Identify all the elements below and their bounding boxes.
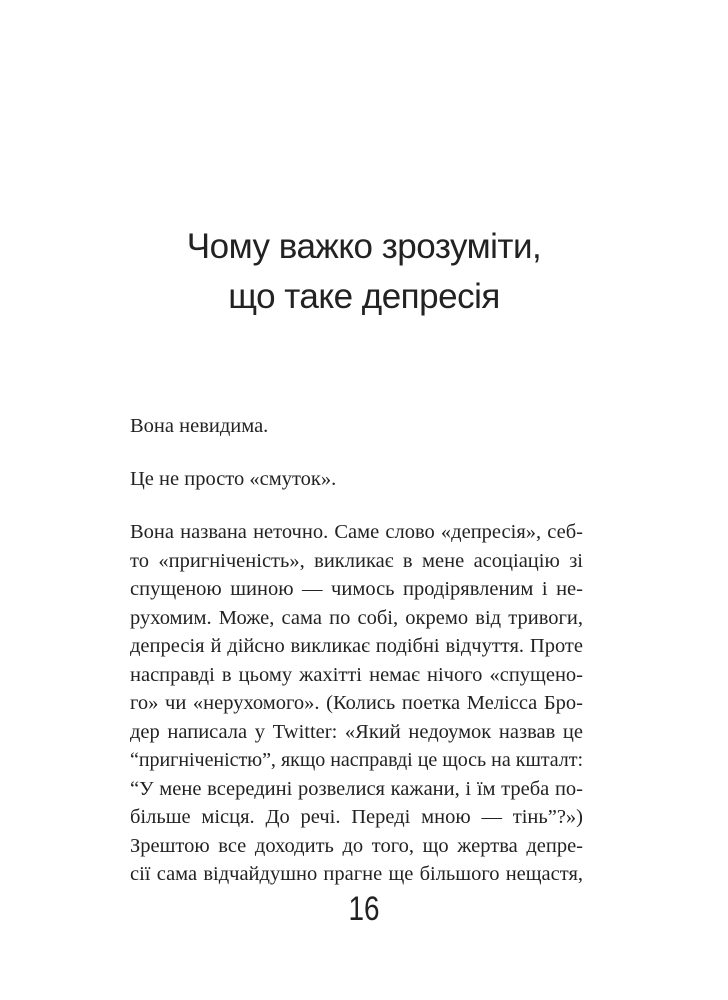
paragraph-1: Вона невидима. [130,415,269,437]
paragraph-3-line: “У мене всередині розвелися кажани, і їм треба по- [130,777,583,800]
paragraph-3 [130,518,583,889]
paragraph-3-line: депресія й дійсно викликає подібні відчуття. Проте [130,635,583,657]
chapter-title [0,222,728,322]
paragraph-3-line: Вона названа неточно. Саме слово «депресія», себ- [130,521,583,543]
paragraph-3-line: Зрештою все доходить до того, що жертва депре- [130,834,583,857]
paragraph-3-line: рухомим. Може, сама по собі, окремо від тривоги, [130,606,583,629]
paragraph-3-line: спущеною шиною — чимось продірявленим і не- [130,578,583,600]
paragraph-spacer [130,493,583,518]
paragraph-spacer [130,440,583,465]
paragraph-3-line: дер написала у Twitter: «Який недоумок назвав це [130,720,583,743]
chapter-title-line-2: що таке депресія [228,277,500,316]
paragraph-3-line: го» чи «нерухомого». (Колись поетка Мелісса Бро- [130,692,583,714]
page-number: 16 [348,890,380,928]
paragraph-3-line: то «пригніченість», викликає в мене асоціацію зі [130,549,583,572]
paragraph-3-line: “пригніченістю”, якщо насправді це щось на кшталт: [130,749,583,771]
chapter-body [130,412,583,889]
paragraph-3-line: більше місця. До речі. Переді мною — тінь”?») [130,806,583,828]
paragraph-3-line: насправді в цьому жахітті немає нічого «спущено- [130,663,583,686]
paragraph-3-line: сії сама відчайдушно прагне ще більшого нещастя, [130,863,583,885]
chapter-title-line-1: Чому важко зрозуміти, [186,227,542,266]
paragraph-2: Це не просто «смуток». [130,468,337,490]
